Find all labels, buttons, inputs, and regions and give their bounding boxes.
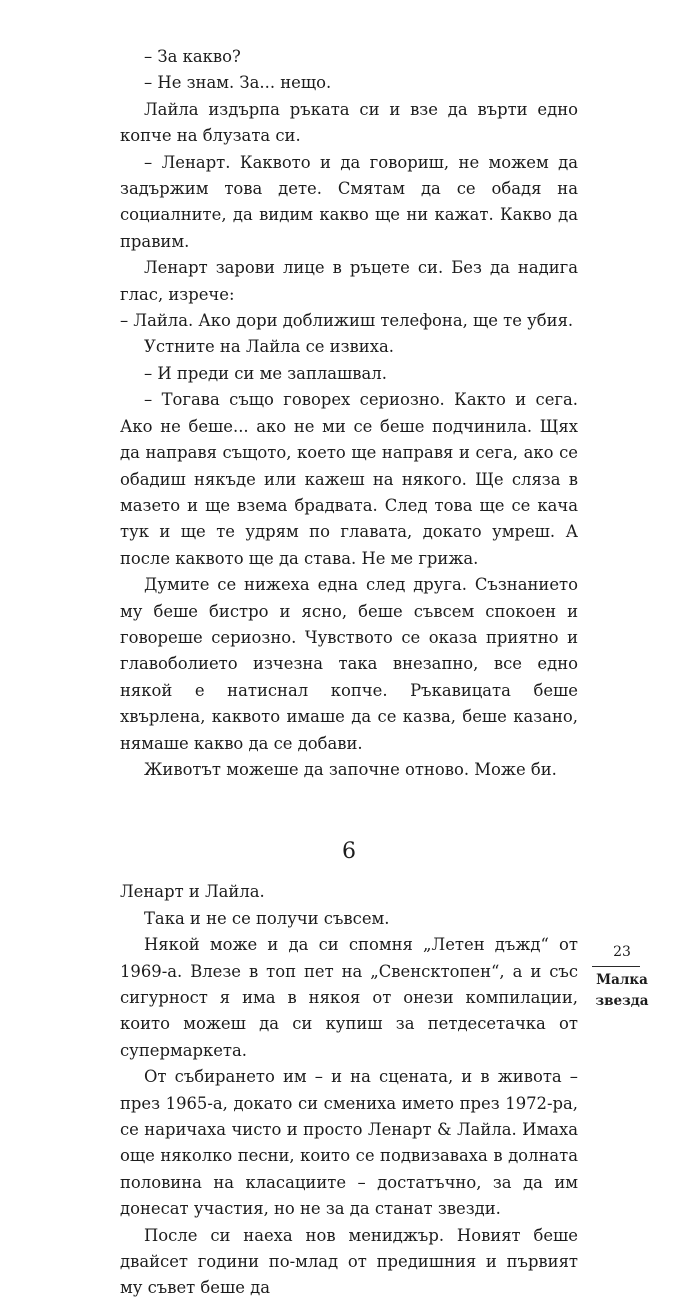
running-title-line-2: звезда xyxy=(595,993,649,1009)
chapter-number: 6 xyxy=(342,839,356,865)
chapter-start-text xyxy=(120,879,578,1302)
paragraph: – Лайла. Ако дори доближиш телефона, ще те убия. xyxy=(120,311,574,331)
paragraph: Ленарт и Лайла. xyxy=(120,882,265,902)
section-end-text xyxy=(120,44,578,783)
paragraph: Ленарт зарови лице в ръцете си. Без да надига глас, изрече: xyxy=(120,258,578,304)
paragraph: Устните на Лайла се извиха. xyxy=(144,337,394,357)
paragraph: Лайла издърпа ръката си и взе да върти едно копче на блузата си. xyxy=(120,99,578,146)
paragraph: – Ленарт. Каквото и да говориш, не можем да задържим това дете. Смятам да се обадя на социалните, да видим какво ще ни кажат. Какво да правим. xyxy=(120,152,578,251)
paragraph: – За какво? xyxy=(144,47,241,66)
paragraph: – Не знам. За... нещо. xyxy=(144,73,332,93)
paragraph: Така и не се получи съвсем. xyxy=(144,908,390,928)
paragraph: Думите се нижеха една след друга. Съзнанието му беше бистро и ясно, беше съвсем спокоен и говореше сериозно. Чувството се оказа приятно и главоболието изчезна така внезапно, все едно някой е натиснал копче. Ръкавицата беше хвърлена, каквото имаше да се казва, беше казано, нямаше какво да се добави. xyxy=(120,575,578,753)
paragraph: От събирането им – и на сцената, и в живота – през 1965-а, докато си смениха името през 1972-ра, се наричаха чисто и просто Ленарт & Лайла. Имаха още няколко песни, които се подвизаваха в долната половина на класациите – достатъчно, за да им донесат участия, но не за да станат звезди. xyxy=(120,1067,578,1219)
running-title xyxy=(590,970,654,1012)
folio-divider xyxy=(592,966,640,967)
page-number: 23 xyxy=(613,944,631,960)
paragraph: – И преди си ме заплашвал. xyxy=(144,363,387,383)
paragraph: Някой може и да си спомня „Летен дъжд“ от 1969-а. Влезе в топ пет на „Свенсктопен“, а и със сигурност я има в някоя от онези компилации, които можеш да си купиш за петдесетачка от супермаркета. xyxy=(120,935,578,1060)
paragraph: – Тогава също говорех сериозно. Както и сега. Ако не беше... ако не ми се беше подчинила. Щях да направя същото, което ще направя и сега, ако се обадиш някъде или кажеш на някого. Ще сляза в мазето и ще взема брадвата. След това ще се кача тук и ще те удрям по главата, докато умреш. А после каквото ще да става. Не ме грижа. xyxy=(120,390,578,568)
paragraph: Животът можеше да започне отново. Може би. xyxy=(144,759,557,779)
paragraph: После си наеха нов мениджър. Новият беше двайсет години по-млад от предишния и първият му съвет беше да xyxy=(120,1225,578,1298)
body-text xyxy=(120,44,578,1302)
running-title-line-1: Малка xyxy=(596,972,648,988)
